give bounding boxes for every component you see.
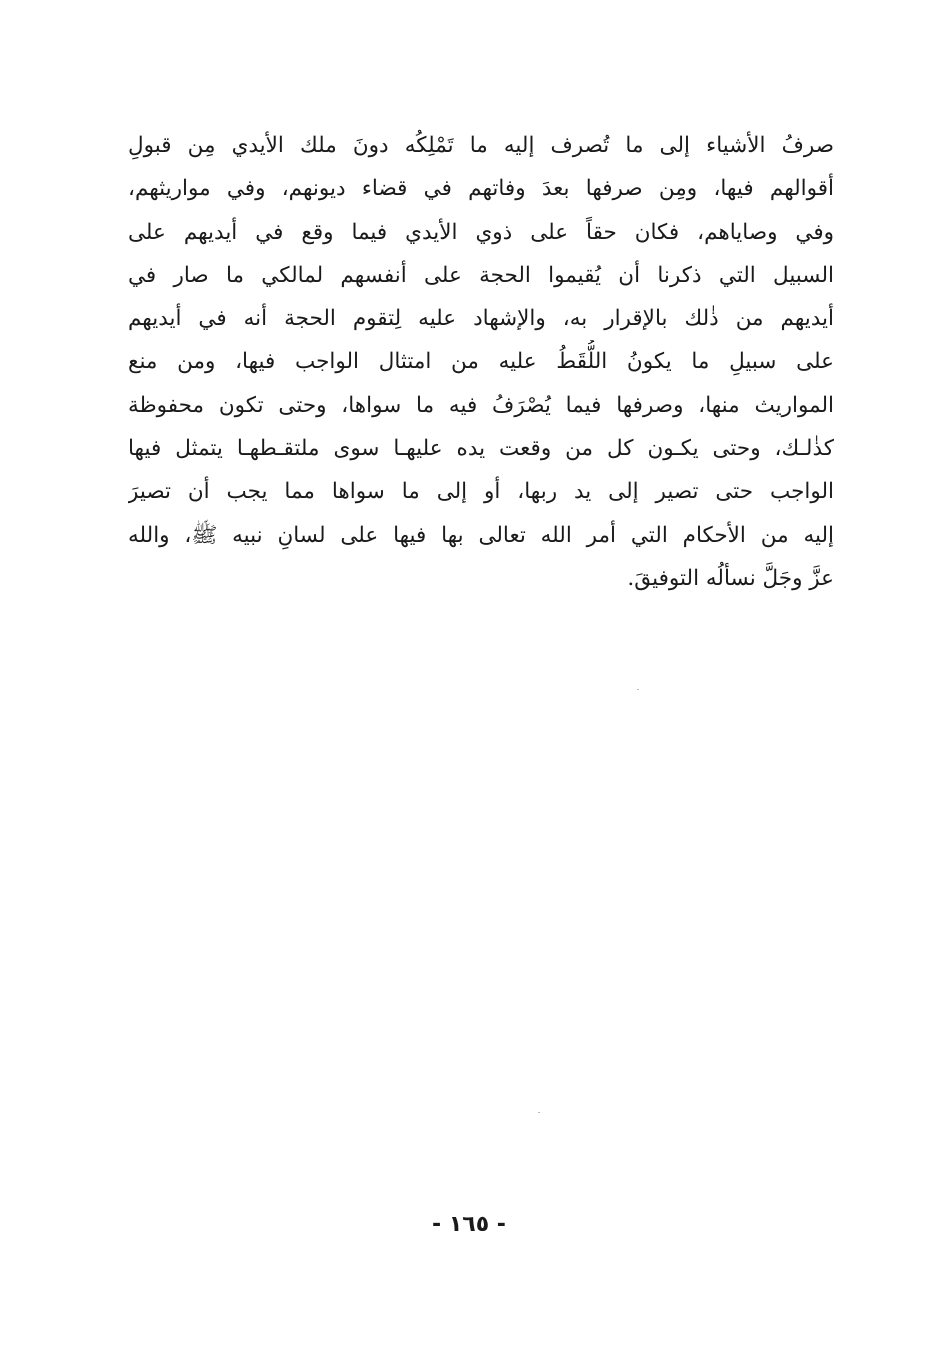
text-line-6: على سبيلِ ما يكونُ اللُّقَطُ عليه من امتثال الواجب فيها، ومن منع <box>128 349 834 375</box>
text-line-4: السبيل التي ذكرنا أن يُقيموا الحجة على أنفسهم لمالكي ما صار في <box>128 262 834 288</box>
scan-speck <box>538 1112 540 1113</box>
scan-speck <box>637 689 639 690</box>
page-number: - ١٦٥ - <box>432 1212 506 1237</box>
text-line-7: المواريث منها، وصرفها فيما يُصْرَفُ فيه ما سواها، وحتى تكون محفوظة <box>128 392 834 418</box>
body-paragraph <box>128 124 834 600</box>
text-line-10: إليه من الأحكام التي أمر الله تعالى بها فيها على لسانِ نبيه ﷺ، والله <box>128 522 834 548</box>
text-line-3: وفي وصاياهم، فكان حقاً على ذوي الأيدي فيما وقع في أيديهم على <box>128 219 834 245</box>
text-line-11: عزَّ وجَلَّ نسألُه التوفيقَ. <box>627 565 834 591</box>
text-line-9: الواجب حتى تصير إلى يد ربها، أو إلى ما سواها مما يجب أن تصيرَ <box>128 479 834 505</box>
text-line-2: أقوالهم فيها، ومِن صرفها بعدَ وفاتهم في قضاء ديونهم، وفي مواريثهم، <box>128 176 834 202</box>
text-line-5: أيديهم من ذٰلك بالإقرار به، والإشهاد عليه لِتقوم الحجة أنه في أيديهم <box>128 306 834 332</box>
text-line-1: صرفُ الأشياء إلى ما تُصرف إليه ما تَمْلِكُه دونَ ملك الأيدي مِن قبولِ <box>128 133 834 158</box>
text-line-8: كذٰلـك، وحتى يكـون كل من وقعت يده عليهـا سوى ملتقـطهـا يتمثل فيها <box>128 436 834 462</box>
